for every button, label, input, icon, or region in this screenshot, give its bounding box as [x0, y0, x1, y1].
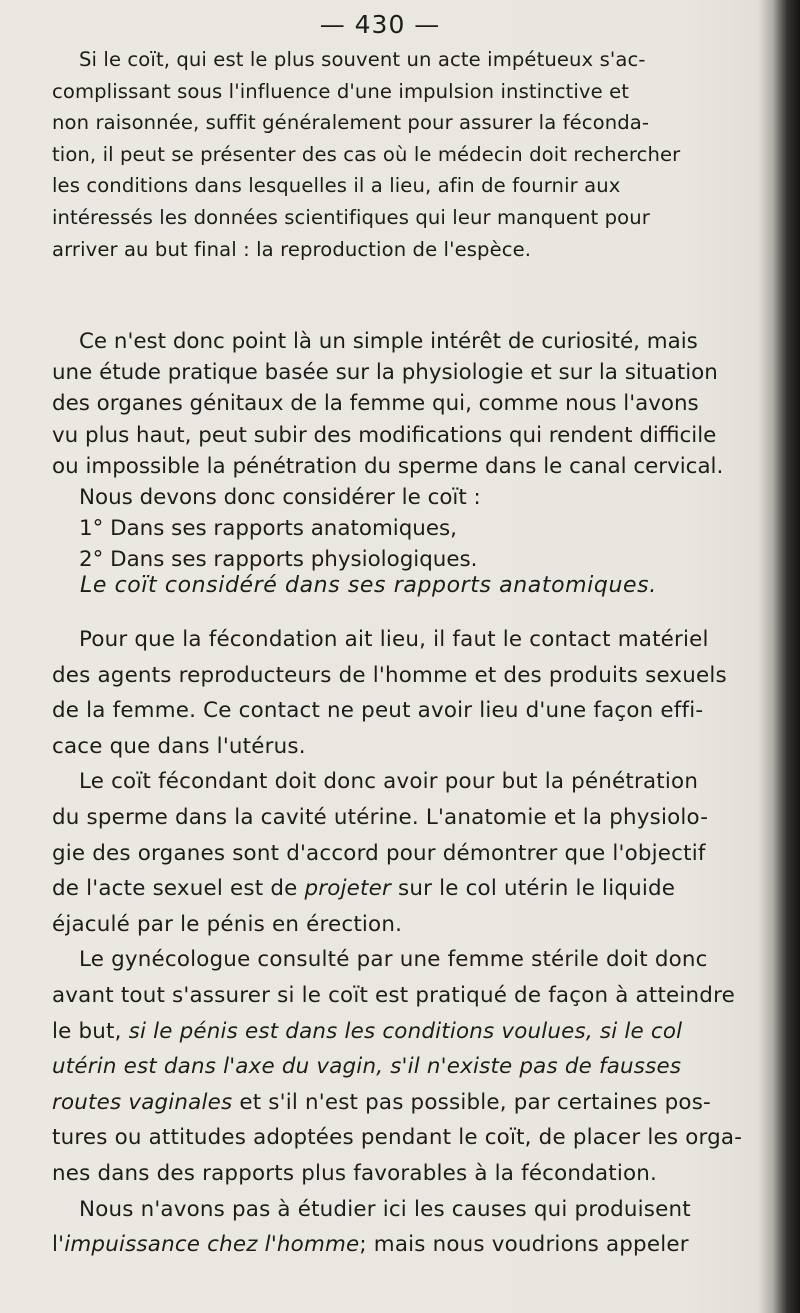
- text-line: complissant sous l'influence d'une impulsion instinctive et: [52, 79, 630, 103]
- paragraph-anatomy: [52, 622, 743, 1263]
- text-line: [52, 1014, 738, 1050]
- text-line: Ce n'est donc point là un simple intérêt de curiosité, mais: [79, 329, 698, 354]
- text-line: non raisonnée, suffit généralement pour assurer la féconda-: [52, 111, 650, 135]
- text-line: intéressés les données scientifiques qui leur manquent pour: [52, 205, 650, 229]
- emphasis-text: utérin est dans l'axe du vagin, s'il n'existe pas de fausses: [52, 1054, 682, 1080]
- text-segment: sur le col utérin le liquide: [390, 876, 676, 902]
- text-segment: et s'il n'est pas possible, par certaines pos-: [232, 1089, 711, 1115]
- text-line: du sperme dans la cavité utérine. L'anatomie et la physiolo-: [52, 804, 709, 830]
- text-line: des organes génitaux de la femme qui, comme nous l'avons: [52, 391, 699, 417]
- text-segment: de l'acte sexuel est de: [52, 876, 305, 902]
- text-line: Le gynécologue consulté par une femme stérile doit donc: [79, 947, 708, 973]
- text-line: Nous devons donc considérer le coït :: [79, 485, 481, 511]
- text-line: tion, il peut se présenter des cas où le médecin doit rechercher: [52, 142, 681, 166]
- text-line: [52, 1049, 738, 1085]
- text-line: gie des organes sont d'accord pour démontrer que l'objectif: [52, 840, 706, 866]
- text-line: Le coït fécondant doit donc avoir pour but la pénétration: [79, 769, 699, 795]
- list-item: 2° Dans ses rapports physiologiques.: [79, 547, 478, 573]
- text-line: Pour que la fécondation ait lieu, il faut le contact matériel: [79, 627, 709, 652]
- text-line: Nous n'avons pas à étudier ici les causes qui produisent: [79, 1196, 691, 1222]
- emphasis-text: projeter: [304, 876, 391, 902]
- text-line: Si le coït, qui est le plus souvent un acte impétueux s'ac-: [79, 48, 646, 71]
- text-line: [52, 1085, 738, 1121]
- text-line: ou impossible la pénétration du sperme dans le canal cervical.: [52, 453, 724, 479]
- emphasis-text: impuissance chez l'homme: [64, 1232, 360, 1258]
- text-line: avant tout s'assurer si le coït est pratiqué de façon à atteindre: [52, 982, 735, 1008]
- text-line: cace que dans l'utérus.: [52, 733, 306, 759]
- text-line: les conditions dans lesquelles il a lieu, afin de fournir aux: [52, 174, 621, 198]
- text-segment: ; mais nous voudrions appeler: [359, 1232, 689, 1258]
- emphasis-text: routes vaginales: [52, 1089, 233, 1115]
- text-segment: l': [52, 1232, 65, 1258]
- text-line: [52, 1227, 738, 1263]
- section-heading: Le coït considéré dans ses rapports anatomiques.: [80, 573, 657, 598]
- emphasis-text: si le pénis est dans les conditions voulues, si le col: [128, 1018, 683, 1044]
- text-line: des agents reproducteurs de l'homme et des produits sexuels: [52, 662, 727, 688]
- text-line: vu plus haut, peut subir des modifications qui rendent difficile: [52, 422, 717, 448]
- text-line: tures ou attitudes adoptées pendant le coït, de placer les orga-: [52, 1125, 743, 1151]
- text-line: de la femme. Ce contact ne peut avoir lieu d'une façon effi-: [52, 698, 704, 724]
- text-line: [52, 871, 738, 907]
- paragraph-intro: [52, 44, 738, 265]
- page-binding-edge: [758, 0, 800, 1313]
- text-line: nes dans des rapports plus favorables à la fécondation.: [52, 1160, 658, 1186]
- text-line: une étude pratique basée sur la physiologie et sur la situation: [52, 360, 718, 386]
- list-item: 1° Dans ses rapports anatomiques,: [79, 516, 457, 542]
- paragraph-study: [52, 326, 738, 576]
- text-line: éjaculé par le pénis en érection.: [52, 911, 403, 937]
- page-number: — 430 —: [319, 10, 441, 39]
- text-segment: le but,: [52, 1018, 129, 1044]
- text-line: arriver au but final : la reproduction de l'espèce.: [52, 237, 532, 261]
